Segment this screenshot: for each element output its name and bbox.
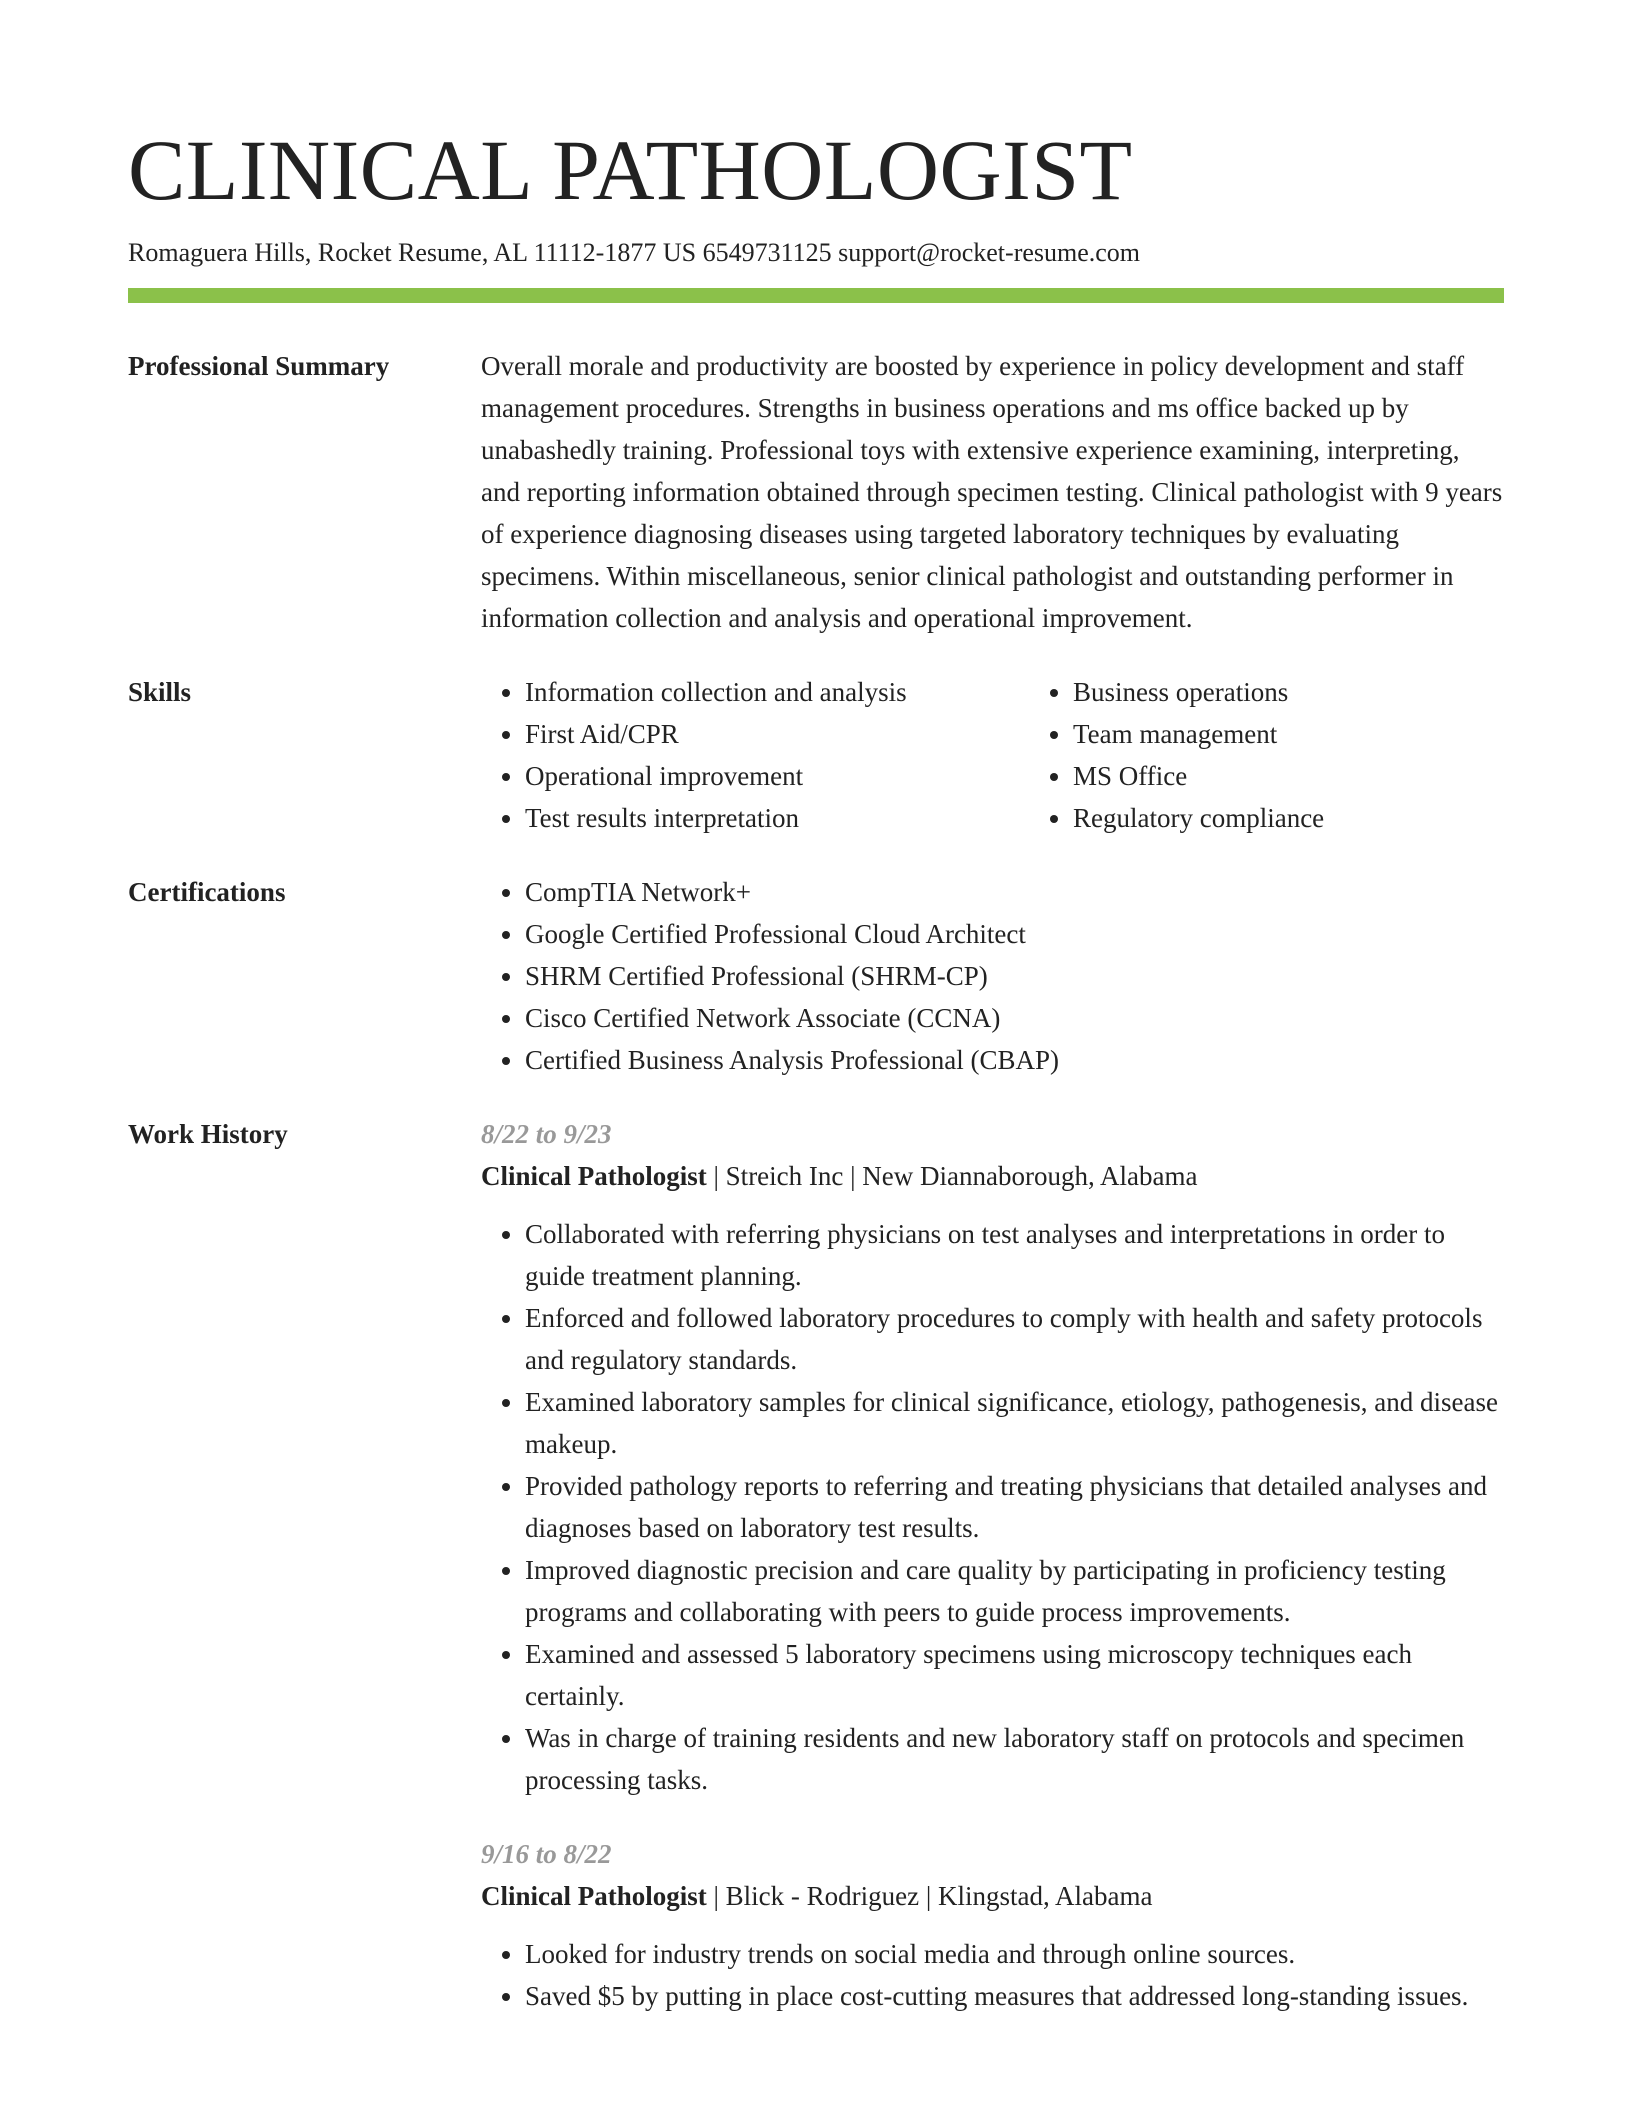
summary-section bbox=[128, 345, 1504, 639]
job-bullet: • Was in charge of training residents and new laboratory staff on protocols and specimen processing tasks. bbox=[525, 1717, 1504, 1801]
skill-item: • MS Office bbox=[1073, 755, 1324, 797]
contact-address: Romaguera Hills, Rocket Resume, AL 11112-1877 US bbox=[128, 238, 697, 267]
skills-list-right bbox=[1029, 671, 1324, 839]
contact-phone: 6549731125 bbox=[702, 238, 832, 267]
job-entry bbox=[481, 1113, 1504, 1801]
summary-heading: Professional Summary bbox=[128, 351, 390, 381]
certification-item: • Google Certified Professional Cloud Architect bbox=[525, 913, 1504, 955]
certification-item: • SHRM Certified Professional (SHRM-CP) bbox=[525, 955, 1504, 997]
job-dates: 8/22 to 9/23 bbox=[481, 1119, 612, 1149]
summary-text: Overall morale and productivity are boosted by experience in policy development and staff management procedures. Strengths in business operations and ms office backed up by unabashedly training. Professional toys with extensive experience examining, interpreting, and reporting information obtained through specimen testing. Clinical pathologist with 9 years of experience diagnosing diseases using targeted laboratory techniques by evaluating specimens. Within miscellaneous, senior clinical pathologist and outstanding performer in information collection and analysis and operational improvement. bbox=[481, 351, 1503, 633]
certifications-heading: Certifications bbox=[128, 877, 286, 907]
job-bullet-list bbox=[481, 1213, 1504, 1801]
skill-item: • Regulatory compliance bbox=[1073, 797, 1324, 839]
resume-title: CLINICAL PATHOLOGIST bbox=[128, 122, 1133, 218]
job-heading bbox=[481, 1155, 1504, 1197]
job-title: Clinical Pathologist bbox=[481, 1161, 707, 1191]
job-details: | Blick - Rodriguez | Klingstad, Alabama bbox=[706, 1881, 1153, 1911]
job-bullet: • Provided pathology reports to referring and treating physicians that detailed analyses and diagnoses based on laboratory test results. bbox=[525, 1465, 1504, 1549]
job-bullet: • Saved $5 by putting in place cost-cutting measures that addressed long-standing issues. bbox=[525, 1975, 1504, 2017]
skill-item: • Test results interpretation bbox=[525, 797, 1029, 839]
job-entry bbox=[481, 1833, 1504, 2017]
job-bullet: • Collaborated with referring physicians on test analyses and interpretations in order to guide treatment planning. bbox=[525, 1213, 1504, 1297]
job-dates: 9/16 to 8/22 bbox=[481, 1839, 612, 1869]
job-heading bbox=[481, 1875, 1504, 1917]
job-bullet: • Examined laboratory samples for clinical significance, etiology, pathogenesis, and disease makeup. bbox=[525, 1381, 1504, 1465]
job-title: Clinical Pathologist bbox=[481, 1881, 707, 1911]
job-bullet-list bbox=[481, 1933, 1504, 2017]
certification-item: • CompTIA Network+ bbox=[525, 871, 1504, 913]
skill-item: • First Aid/CPR bbox=[525, 713, 1029, 755]
certification-item: • Cisco Certified Network Associate (CCNA) bbox=[525, 997, 1504, 1039]
skills-heading: Skills bbox=[128, 677, 192, 707]
job-bullet: • Examined and assessed 5 laboratory specimens using microscopy techniques each certainly. bbox=[525, 1633, 1504, 1717]
certifications-list bbox=[481, 871, 1504, 1081]
skill-item: • Team management bbox=[1073, 713, 1324, 755]
job-bullet: • Improved diagnostic precision and care quality by participating in proficiency testing programs and collaborating with peers to guide process improvements. bbox=[525, 1549, 1504, 1633]
skill-item: • Information collection and analysis bbox=[525, 671, 1029, 713]
skill-item: • Operational improvement bbox=[525, 755, 1029, 797]
work-history-heading: Work History bbox=[128, 1119, 288, 1149]
skills-section bbox=[128, 671, 1504, 839]
skills-list-left bbox=[481, 671, 1029, 839]
contact-email: support@rocket-resume.com bbox=[838, 238, 1141, 267]
job-bullet: • Enforced and followed laboratory procedures to comply with health and safety protocols and regulatory standards. bbox=[525, 1297, 1504, 1381]
skill-item: • Business operations bbox=[1073, 671, 1324, 713]
header-divider bbox=[128, 288, 1504, 303]
certifications-section bbox=[128, 871, 1504, 1081]
job-bullet: • Looked for industry trends on social media and through online sources. bbox=[525, 1933, 1504, 1975]
job-details: | Streich Inc | New Diannaborough, Alabama bbox=[706, 1161, 1198, 1191]
work-history-section bbox=[128, 1113, 1504, 2017]
certification-item: • Certified Business Analysis Professional (CBAP) bbox=[525, 1039, 1504, 1081]
contact-line bbox=[128, 236, 1504, 270]
